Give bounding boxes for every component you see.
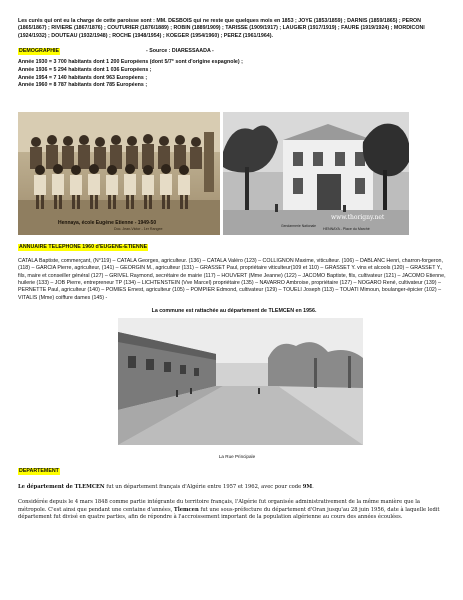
photo-watermark: www.thorigny.net bbox=[331, 213, 385, 221]
place-caption: HENNAYA - Place du Marché bbox=[323, 226, 370, 231]
class-photo-credit: Doc. Jean-Victor - 1er Rangee bbox=[114, 226, 163, 231]
rattachement-text: La commune est rattachée au département de TLEMCEN en 1956. bbox=[151, 307, 317, 314]
photo-row bbox=[18, 112, 446, 235]
rue-principale-caption: La Rue Principale bbox=[218, 454, 256, 460]
demographie-list bbox=[18, 59, 446, 90]
demographie-line: Année 1954 = 7 140 habitants dont 963 Européens ; bbox=[18, 74, 148, 81]
demographie-heading-row bbox=[18, 48, 446, 55]
demographie-line: Année 1960 = 8 787 habitants dont 785 Européens ; bbox=[18, 82, 148, 89]
annuaire-heading: ANNUAIRE TELEPHONE 1960 d'EUGENE-ETIENNE bbox=[19, 243, 148, 250]
cures-paragraph: Les curés qui ont eu la charge de cette paroisse sont : MM. DESBOIS qui ne reste que quelques mois en 1853 ; JOYE (1853/1859) ; DARNIS (1859/1865) ; PERON (1865/1867) ; RIVIERE (1867/1876) ; COUTURIER (1876/1889) ; ROBIN (1889/1909) ; TARISSE (1909/1917) ; LAUGIER (1917/1919) ; FAURE (1919/1924) ; MORDICONI (1924/1932) ; DOUTEAU (1932/1948) ; ROCHE (1948/1954) ; KOEGER (1954/1960) ; PEREZ (1961/1964). bbox=[18, 18, 425, 39]
document-page bbox=[18, 18, 446, 522]
gendarmerie-photo bbox=[223, 112, 409, 235]
departement-intro: Le département de TLEMCEN fut un département français d'Algérie entre 1957 et 1962, avec pour code 9M. bbox=[18, 483, 314, 490]
demographie-heading: DEMOGRAPHIE bbox=[19, 47, 60, 54]
departement-paragraph bbox=[18, 499, 446, 522]
departement-name: TLEMCEN bbox=[74, 483, 105, 490]
demographie-line: Année 1930 = 3 700 habitants dont 1 200 Européens (dont 5/7° sont d'origine espagnole) ; bbox=[18, 59, 243, 66]
departement-para-c: fut une sous-préfecture du département d'Oran jusqu'au 28 juin 1956, date à laquelle ledit département fut divisé en quatre parties, afin de répondre à l'accroissement important de la population algérienne au cours des années écoulées. bbox=[18, 506, 440, 521]
departement-para-tlemcen: Tlemcen bbox=[173, 506, 199, 513]
departement-para-a: Considérée depuis le 4 mars 1848 comme partie intégrante du territoire français, l'Algérie fut organisée administrativement de la même manière que la métropole. C'est ainsi que pendant une centaine d'années, bbox=[18, 499, 420, 513]
demographie-line: Année 1936 = 5 294 habitants dont 1 036 Européens ; bbox=[18, 66, 152, 73]
rue-principale-photo bbox=[118, 318, 363, 445]
departement-prefix: Le département de bbox=[18, 483, 75, 490]
class-photo bbox=[18, 112, 220, 235]
class-photo-caption: Hennaya, école Eugène Etienne - 1949-50 bbox=[58, 219, 157, 226]
departement-heading-row bbox=[18, 468, 446, 475]
departement-suffix: fut un département français d'Algérie entre 1957 et 1962, avec pour code bbox=[104, 483, 303, 490]
demographie-source: - Source : DIARESSAADA - bbox=[146, 47, 214, 54]
gendarmerie-caption: Gendarmerie Nationale bbox=[281, 223, 317, 228]
annuaire-section bbox=[18, 244, 446, 251]
annuaire-list: CATALA Baptiste, commerçant, (N°119) – CATALA Georges, agriculteur. (136) – CATALA Valéro (123) – COLLIGNON Maxime, viticulteur. (106) – DABLANC Henri, charron-forgeron, (118) – GARCIA Pierre, agriculteur, (141) – GEORGIN M., agriculteur (131) – GRASSET Paul, propriétaire viticulteur(109 et 110) – GRASSET Y. vins et alcools (120) – GRASSET Y., fils, maire et conseiller général (127) – GRIVEL Raymond, secrétaire de mairie (117) – HOUVERT (Mme Jeanne) (122) – JACOMO Baptiste, fils, cultivateur (121) – JACOMO Etienne, huilerie (133) – JOB Pierre, entrepreneur TP (134) – LICHTENSTEIN (Vve Marcel) propriétaire (135) – NAVARRO Ambroise, propriétaire (127) – NOGARO René, cultivateur (139) – PERNETTE Paul, agriculteur (140) – POMIES Ernest, agriculteur (105) – POMPIER Edmond, cultivateur (129) – TOUELI Joseph (113) – TOUATI Mimoun, boulanger-épicier (102) – VITALIS (Mme) coiffure dames (145) - bbox=[18, 258, 446, 301]
departement-code: 9M bbox=[302, 483, 313, 490]
departement-heading: DEPARTEMENT bbox=[19, 467, 59, 474]
